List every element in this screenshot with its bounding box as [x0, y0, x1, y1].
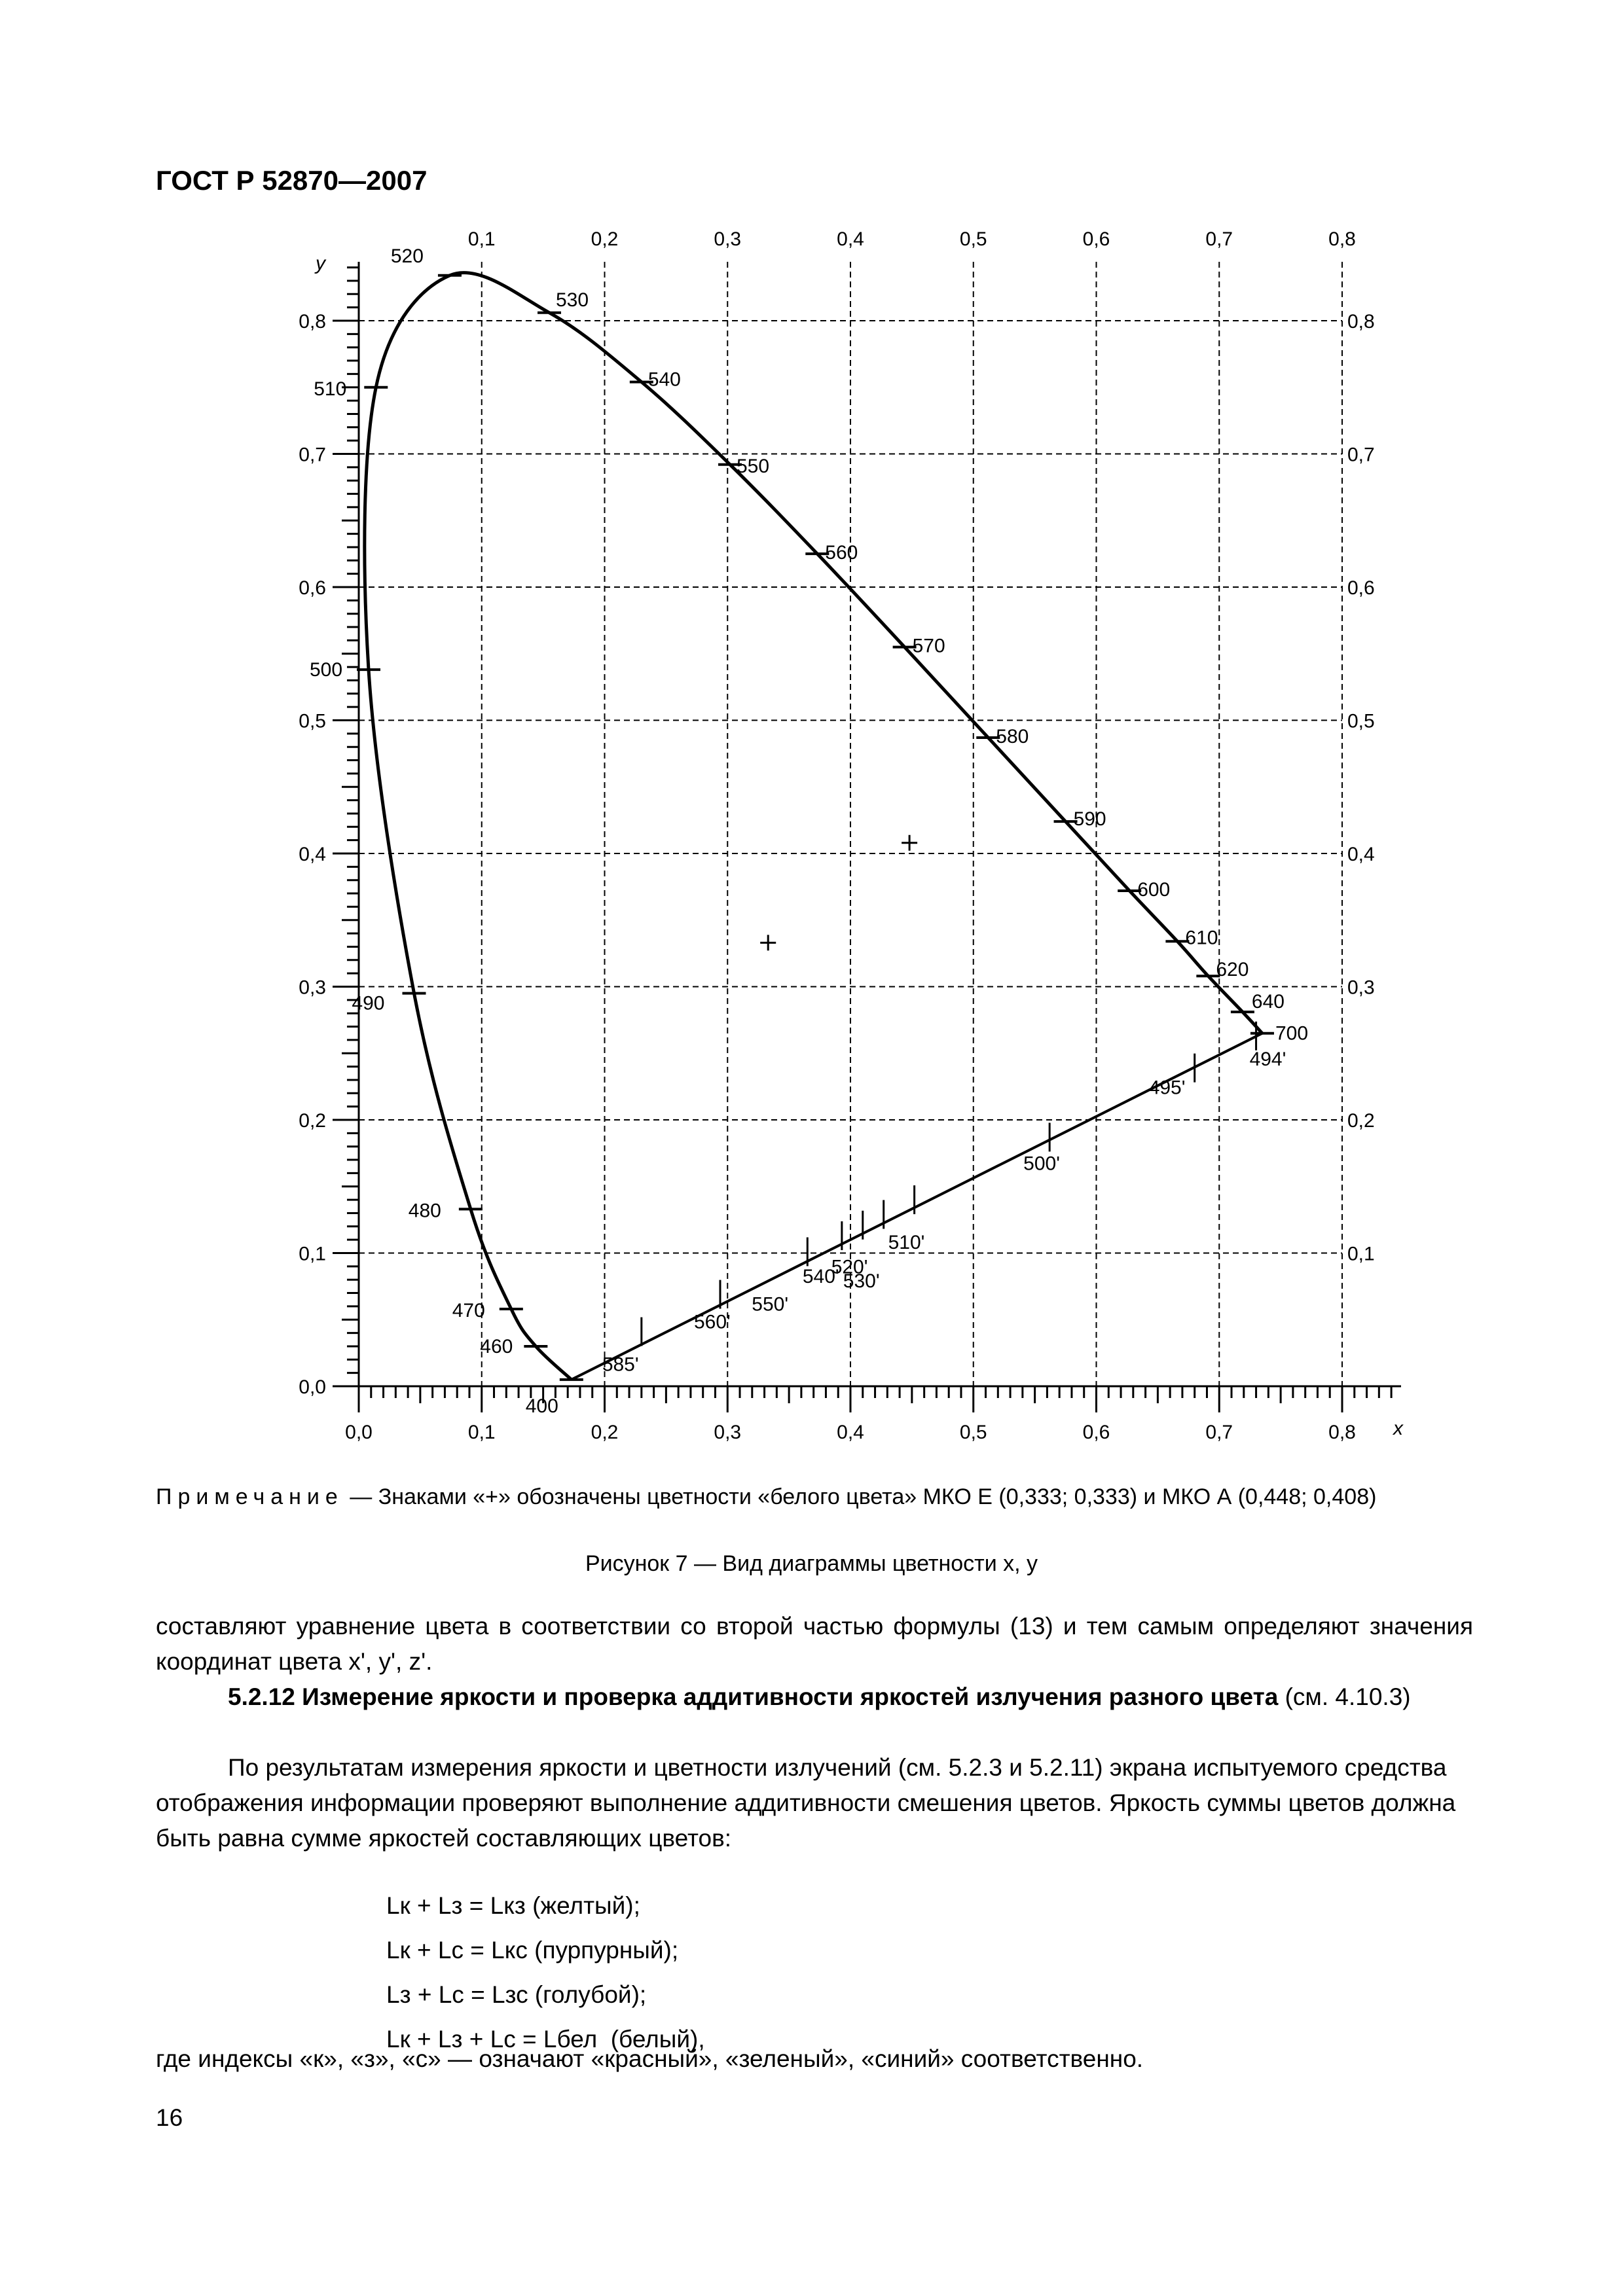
x-top-tick-label: 0,4 [837, 228, 864, 250]
y-right-tick-label: 0,1 [1347, 1243, 1375, 1265]
y-tick-label: 0,3 [299, 977, 326, 999]
paragraph-3 [156, 1750, 1473, 1856]
y-right-tick-label: 0,5 [1347, 710, 1375, 732]
wavelength-label: 530 [556, 289, 589, 311]
document-header: ГОСТ Р 52870—2007 [156, 165, 428, 196]
y-right-tick-label: 0,7 [1347, 444, 1375, 466]
wavelength-label: 460 [480, 1335, 513, 1357]
wavelength-label: 590 [1073, 808, 1106, 831]
purple-mark-label: 540' [802, 1266, 839, 1288]
wavelength-label: 470 [452, 1299, 485, 1321]
wavelength-label: 550 [737, 455, 770, 477]
wavelength-label: 510 [314, 378, 347, 400]
x-top-tick-label: 0,8 [1328, 228, 1356, 250]
formula-list [386, 1884, 705, 2062]
purple-mark-label: 495' [1148, 1077, 1186, 1099]
y-tick-label: 0,4 [299, 844, 326, 865]
x-top-tick-label: 0,1 [467, 228, 496, 250]
purple-mark-label: 550' [752, 1293, 789, 1316]
y-right-tick-label: 0,2 [1347, 1110, 1375, 1132]
x-tick-label: 0,0 [345, 1422, 373, 1443]
wavelength-label: 480 [408, 1200, 441, 1222]
wavelength-label: 500 [309, 659, 343, 681]
wavelength-label: 610 [1185, 927, 1218, 949]
x-tick-label: 0,8 [1328, 1422, 1356, 1443]
y-right-tick-label: 0,4 [1347, 844, 1375, 865]
x-tick-label: 0,2 [591, 1422, 619, 1443]
x-top-tick-label: 0,5 [959, 228, 987, 250]
paragraph-1: составляют уравнение цвета в соответствии со второй частью формулы (13) и тем самым определяют значения координат цвета x', y', z'. [156, 1613, 1473, 1675]
note-prefix: Примечание [156, 1484, 344, 1509]
x-tick-label: 0,6 [1082, 1422, 1110, 1443]
spectral-locus-curve [365, 273, 1262, 1380]
x-tick-label: 0,3 [714, 1422, 742, 1443]
purple-mark-label: 510' [888, 1232, 925, 1254]
tick-labels [299, 228, 1404, 1443]
y-tick-label: 0,7 [299, 444, 326, 466]
figure-caption: Рисунок 7 — Вид диаграммы цветности x, y [585, 1551, 1038, 1576]
formula-purple: Lк + Lс = Lкс (пурпурный); [386, 1937, 679, 1964]
note-text: — Знаками «+» обозначены цветности «белого цвета» МКО Е (0,333; 0,333) и МКО А (0,448; 0,408) [343, 1484, 1377, 1509]
x-tick-label: 0,1 [467, 1422, 496, 1443]
wavelength-label: 580 [996, 725, 1029, 747]
x-top-tick-label: 0,6 [1082, 228, 1110, 250]
purple-mark-label: 560' [693, 1311, 731, 1333]
wavelength-label: 520 [390, 245, 424, 267]
wavelength-label: 620 [1216, 959, 1249, 981]
wavelength-label: 640 [1251, 991, 1285, 1013]
grid [359, 262, 1342, 1386]
wavelength-label: 560 [825, 542, 858, 564]
paragraph-3-text: По результатам измерения яркости и цветности излучений (см. 5.2.3 и 5.2.11) экрана испытуемого средства отображения информации проверяют выполнение аддитивности смешения цветов. Яркость суммы цветов должна быть равна сумме яркостей составляющих цветов: [156, 1754, 1456, 1852]
y-tick-label: 0,8 [299, 311, 326, 332]
wavelength-label: 600 [1137, 878, 1171, 901]
x-top-tick-label: 0,2 [591, 228, 619, 250]
wavelength-marks [357, 276, 1274, 1380]
purple-mark-label: 585' [602, 1354, 639, 1376]
spectral-locus [365, 273, 1262, 1380]
section-ref: (см. 4.10.3) [1278, 1683, 1411, 1710]
y-tick-label: 0,2 [299, 1110, 326, 1132]
y-tick-label: 0,1 [299, 1243, 326, 1265]
formula-white: Lк + Lз + Lс = Lбел (белый), [386, 2026, 705, 2053]
y-axis-label: y [316, 253, 325, 274]
y-right-tick-label: 0,8 [1347, 311, 1375, 332]
purple-mark-label: 500' [1023, 1153, 1060, 1175]
x-axis-label: x [1393, 1418, 1403, 1439]
paragraph-section-heading [156, 1679, 1473, 1715]
purple-mark-label: 494' [1249, 1048, 1286, 1070]
axes [333, 262, 1401, 1412]
y-right-tick-label: 0,3 [1347, 977, 1375, 999]
wavelength-label: 490 [352, 992, 385, 1014]
index-explanation: где индексы «к», «з», «с» — означают «красный», «зеленый», «синий» соответственно. [156, 2045, 1144, 2072]
section-heading: 5.2.12 Измерение яркости и проверка аддитивности яркостей излучения разного цвета [228, 1683, 1279, 1710]
wavelength-label: 540 [647, 368, 681, 391]
x-tick-label: 0,4 [837, 1422, 864, 1443]
formula-yellow: Lк + Lз = Lкз (желтый); [386, 1892, 640, 1919]
wavelength-label: 570 [912, 635, 945, 657]
y-tick-label: 0,5 [299, 710, 326, 732]
y-right-tick-label: 0,6 [1347, 577, 1375, 599]
x-tick-label: 0,7 [1205, 1422, 1233, 1443]
purple-mark-label: 530' [843, 1270, 880, 1292]
formula-cyan: Lз + Lс = Lзс (голубой); [386, 1981, 647, 2008]
x-top-tick-label: 0,3 [714, 228, 742, 250]
y-tick-label: 0,0 [299, 1376, 326, 1398]
wavelength-label: 700 [1275, 1022, 1309, 1045]
x-tick-label: 0,5 [959, 1422, 987, 1443]
wavelength-label: 400 [525, 1395, 558, 1417]
x-top-tick-label: 0,7 [1205, 228, 1233, 250]
figure-note [156, 1480, 1498, 1513]
purple-mark-label: 520' [831, 1256, 868, 1278]
page-number: 16 [156, 2104, 183, 2131]
y-tick-label: 0,6 [299, 577, 326, 599]
